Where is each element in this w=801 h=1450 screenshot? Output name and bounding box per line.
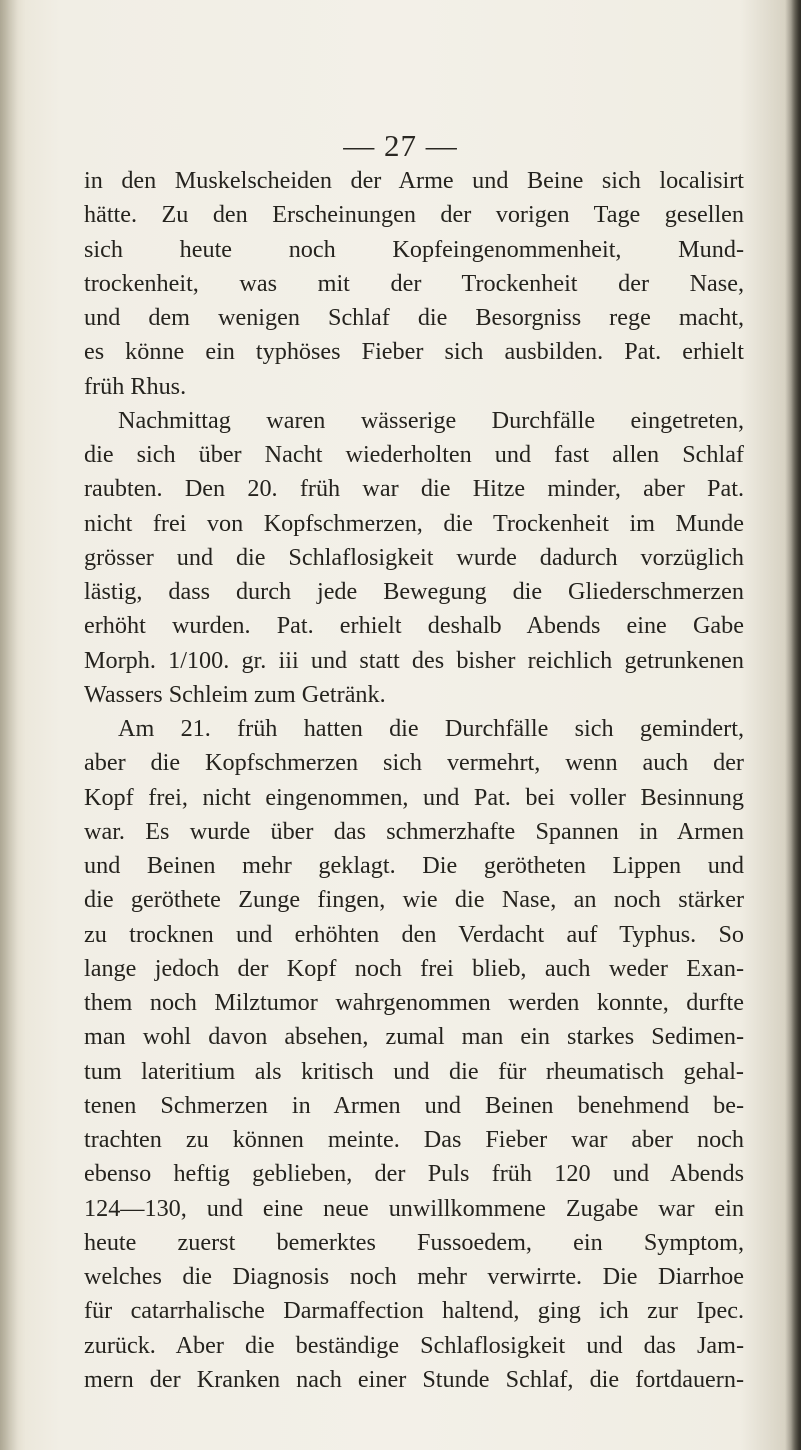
text-line: Kopf frei, nicht eingenommen, und Pat. bei voller Besinnung — [84, 783, 744, 811]
text-line: lästig, dass durch jede Bewegung die Gliederschmerzen — [84, 578, 744, 605]
text-line: raubten. Den 20. früh war die Hitze minder, aber Pat. — [84, 475, 744, 503]
text-line: erhöht wurden. Pat. erhielt deshalb Abends eine Gabe — [84, 612, 744, 640]
text-line: Wassers Schleim zum Getränk. — [84, 680, 386, 708]
text-line: und dem wenigen Schlaf die Besorgniss rege macht, — [84, 304, 744, 331]
body-text — [84, 164, 744, 1397]
text-line: lange jedoch der Kopf noch frei blieb, auch weder Exan- — [84, 954, 744, 982]
page-edge-shadow — [791, 0, 801, 1450]
text-line: Morph. 1/100. gr. iii und statt des bisher reichlich getrunkenen — [84, 646, 744, 674]
text-line: man wohl davon absehen, zumal man ein starkes Sedimen- — [84, 1023, 744, 1051]
text-line: ebenso heftig geblieben, der Puls früh 120 und Abends — [84, 1160, 744, 1188]
text-line: und Beinen mehr geklagt. Die gerötheten Lippen und — [84, 852, 744, 879]
text-line: es könne ein typhöses Fieber sich ausbilden. Pat. erhielt — [84, 338, 744, 366]
page-number: — 27 — — [343, 128, 458, 163]
paragraph-start: Am 21. früh hatten die Durchfälle sich gemindert, — [118, 715, 744, 742]
text-line: them noch Milztumor wahrgenommen werden konnte, durfte — [84, 989, 744, 1016]
text-line: tenen Schmerzen in Armen und Beinen benehmend be- — [84, 1091, 744, 1119]
text-line: heute zuerst bemerktes Fussoedem, ein Symptom, — [84, 1228, 744, 1256]
text-line: zu trocknen und erhöhten den Verdacht auf Typhus. So — [84, 920, 744, 948]
text-line: hätte. Zu den Erscheinungen der vorigen Tage gesellen — [84, 201, 744, 229]
text-line: nicht frei von Kopfschmerzen, die Trockenheit im Munde — [84, 509, 744, 537]
text-line: die sich über Nacht wiederholten und fast allen Schlaf — [84, 441, 744, 468]
page-gutter-shadow — [0, 0, 18, 1450]
text-line: in den Muskelscheiden der Arme und Beine sich localisirt — [84, 167, 744, 194]
text-line: welches die Diagnosis noch mehr verwirrte. Die Diarrhoe — [84, 1263, 744, 1290]
text-line: trockenheit, was mit der Trockenheit der Nase, — [84, 269, 744, 297]
text-line: sich heute noch Kopfeingenommenheit, Mund- — [84, 235, 744, 263]
text-line: die geröthete Zunge fingen, wie die Nase, an noch stärker — [84, 886, 744, 914]
text-line: war. Es wurde über das schmerzhafte Spannen in Armen — [84, 817, 744, 845]
paragraph-start: Nachmittag waren wässerige Durchfälle eingetreten, — [118, 406, 744, 434]
text-line: mern der Kranken nach einer Stunde Schlaf, die fortdauern- — [84, 1365, 744, 1393]
text-line: früh Rhus. — [84, 372, 187, 400]
text-line: zurück. Aber die beständige Schlaflosigkeit und das Jam- — [84, 1331, 744, 1359]
text-line: aber die Kopfschmerzen sich vermehrt, wenn auch der — [84, 749, 744, 777]
text-line: für catarrhalische Darmaffection haltend, ging ich zur Ipec. — [84, 1297, 744, 1325]
text-line: trachten zu können meinte. Das Fieber war aber noch — [84, 1126, 744, 1153]
text-line: tum lateritium als kritisch und die für rheumatisch gehal- — [84, 1057, 744, 1085]
text-line: 124—130, und eine neue unwillkommene Zugabe war ein — [84, 1194, 744, 1222]
text-line: grösser und die Schlaflosigkeit wurde dadurch vorzüglich — [84, 543, 744, 571]
